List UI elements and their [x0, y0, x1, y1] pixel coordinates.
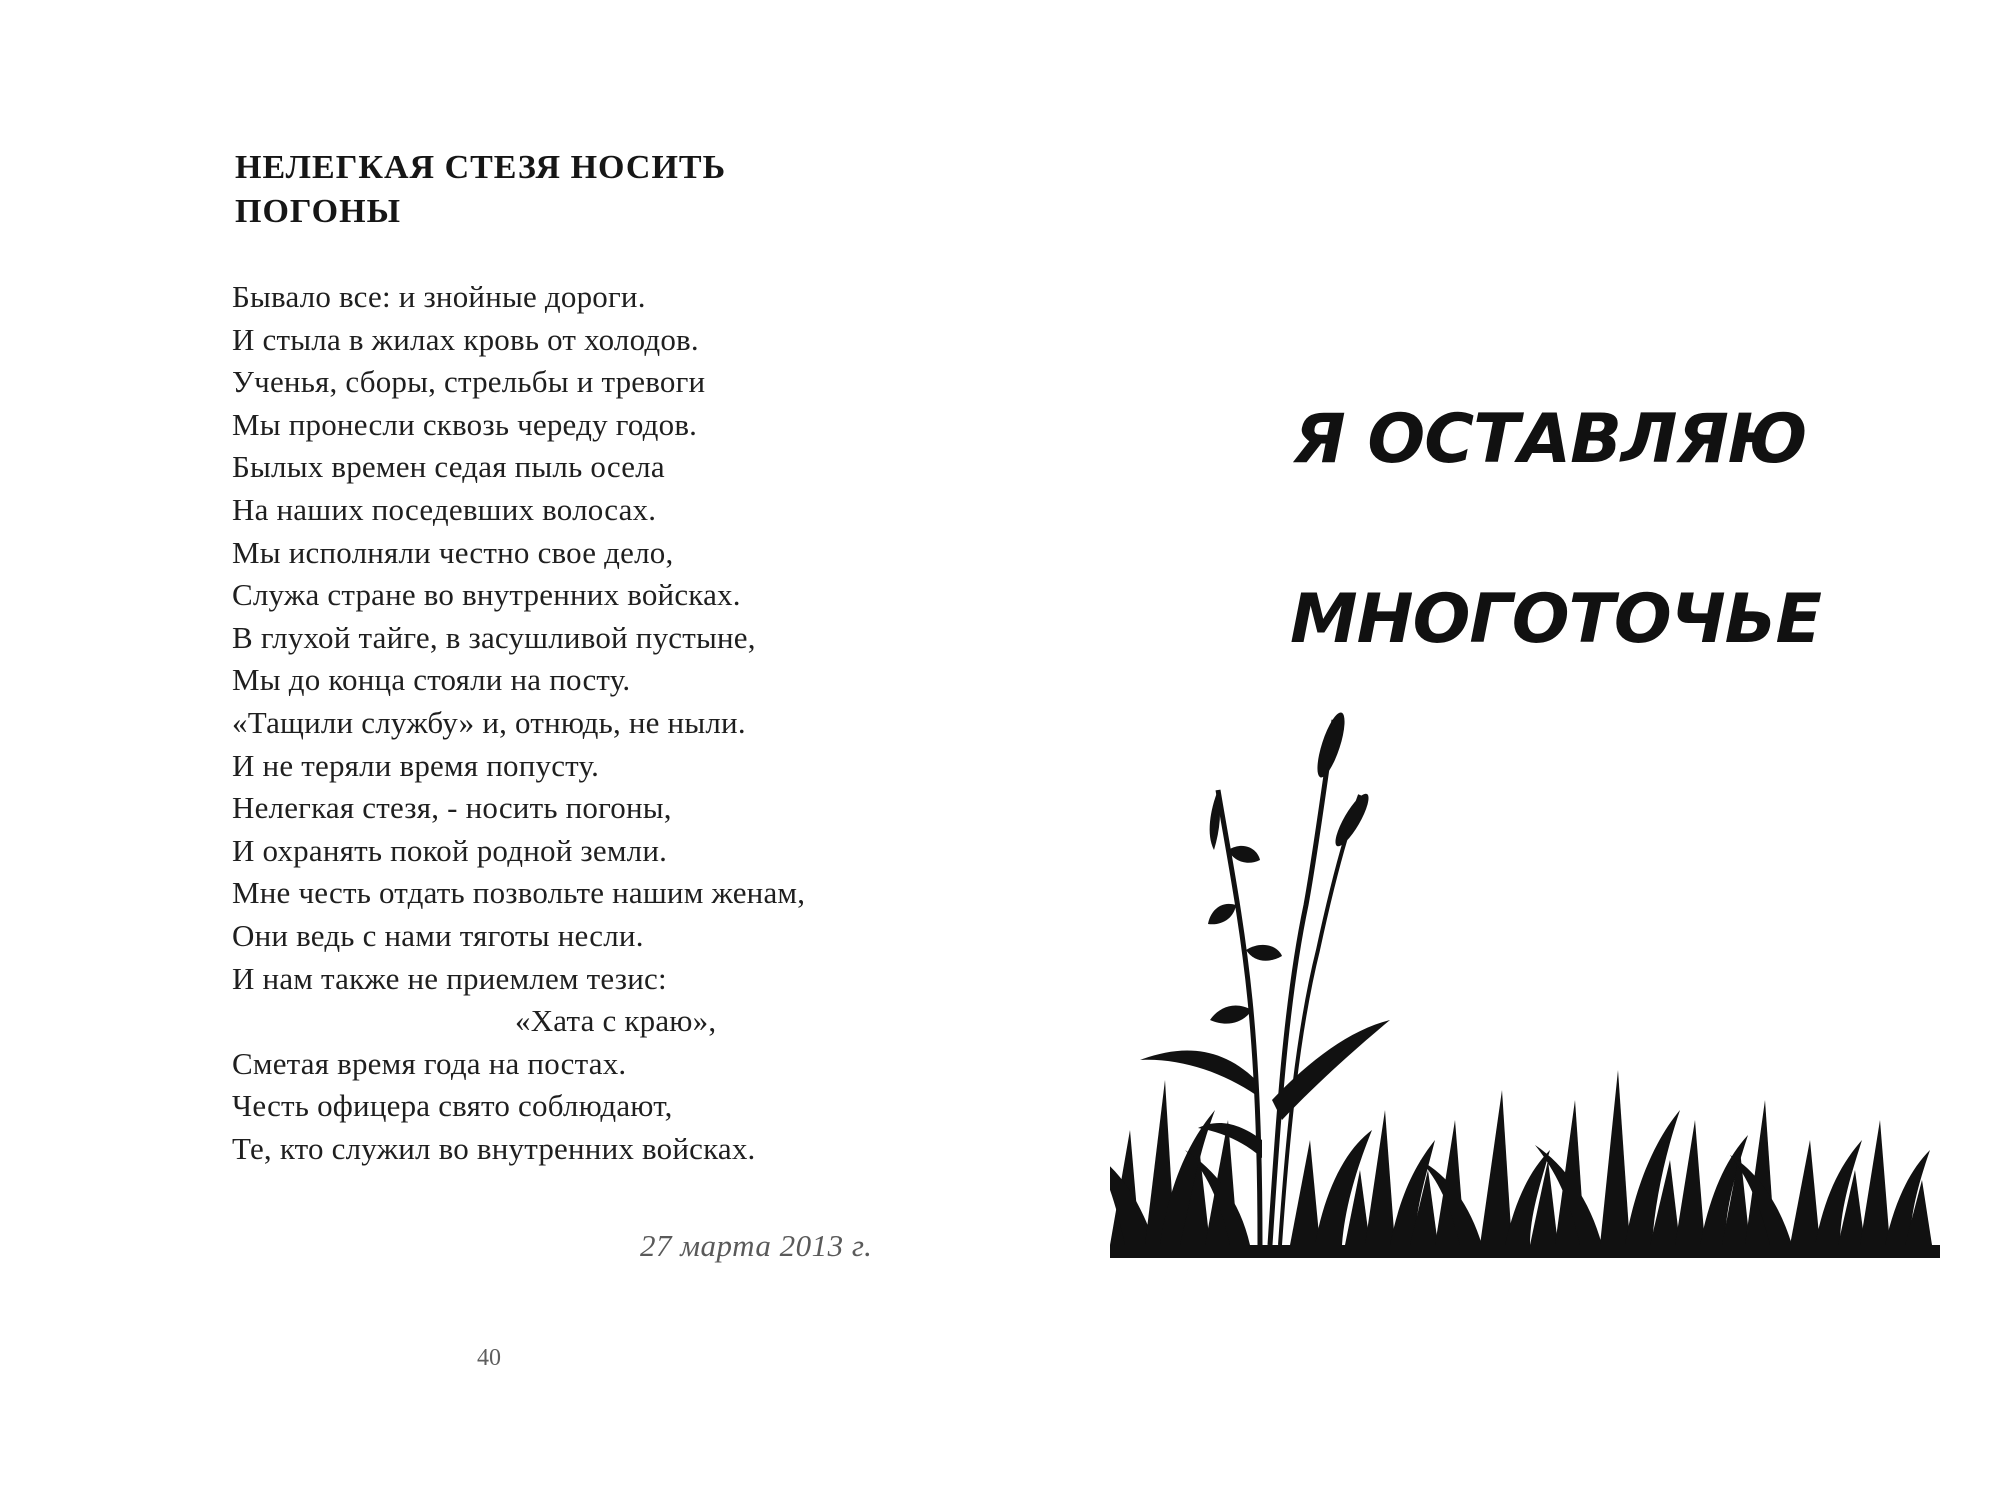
poem-line: И нам также не приемлем тезис:: [232, 960, 667, 996]
poem-line: На наших поседевших волосах.: [232, 491, 657, 527]
grass-cattail-illustration: [1110, 700, 1940, 1270]
leaf: [1272, 1020, 1390, 1120]
poem-line: Они ведь с нами тяготы несли.: [232, 917, 644, 953]
leaf: [1140, 1050, 1256, 1095]
right-page: [1000, 0, 2000, 1488]
cattail-head: [1312, 710, 1350, 780]
leaf: [1228, 846, 1260, 863]
poem-title-line: НЕЛЕГКАЯ СТЕЗЯ НОСИТЬ: [235, 149, 727, 186]
poem-line: Сметая время года на постах.: [232, 1045, 627, 1081]
poem-date: 27 марта 2013 г.: [640, 1228, 873, 1263]
section-title-line: МНОГОТОЧЬЕ: [1290, 580, 1821, 659]
page-number: 40: [477, 1345, 501, 1371]
poem-line: В глухой тайге, в засушливой пустыне,: [232, 619, 756, 655]
leaf: [1210, 1005, 1252, 1023]
leaf: [1246, 945, 1282, 961]
poem-line: Честь офицера свято соблюдают,: [232, 1088, 673, 1124]
poem-line: Былых времен седая пыль осела: [232, 449, 665, 485]
poem-line: Бывало все: и знойные дороги.: [232, 279, 646, 314]
poem-title: [235, 146, 875, 234]
section-title-line: Я ОСТАВЛЯЮ: [1293, 400, 1807, 479]
poem-line: Служа стране во внутренних войсках.: [232, 577, 741, 613]
grass-blades: [1110, 1070, 1932, 1245]
section-title: [1290, 350, 1821, 710]
leaf: [1208, 904, 1236, 924]
poem-title-line: ПОГОНЫ: [235, 193, 401, 230]
poem-line: «Тащили службу» и, отнюдь, не ныли.: [232, 704, 746, 740]
poem-line: И не теряли время попусту.: [232, 747, 600, 783]
cattail-stem: [1270, 720, 1334, 1245]
poem-line: Нелегкая стезя, - носить погоны,: [232, 790, 672, 826]
poem-line: Мы пронесли сквозь череду годов.: [232, 406, 698, 442]
ground-strip: [1110, 1245, 1940, 1258]
leaf: [1210, 790, 1220, 850]
poem-line: Мы исполняли честно свое дело,: [232, 534, 674, 570]
poem-line: И охранять покой родной земли.: [232, 832, 668, 868]
poem-line: Те, кто служил во внутренних войсках.: [232, 1130, 756, 1166]
poem-line: Мы до конца стояли на посту.: [232, 662, 631, 698]
poem-line: И стыла в жилах кровь от холодов.: [232, 321, 699, 357]
poem-body: [232, 276, 932, 1170]
poem-line: Ученья, сборы, стрельбы и тревоги: [232, 364, 706, 400]
cattail-head: [1330, 790, 1374, 850]
poem-line: «Хата с краю»,: [515, 1003, 717, 1039]
poem-line: Мне честь отдать позвольте нашим женам,: [232, 875, 806, 911]
